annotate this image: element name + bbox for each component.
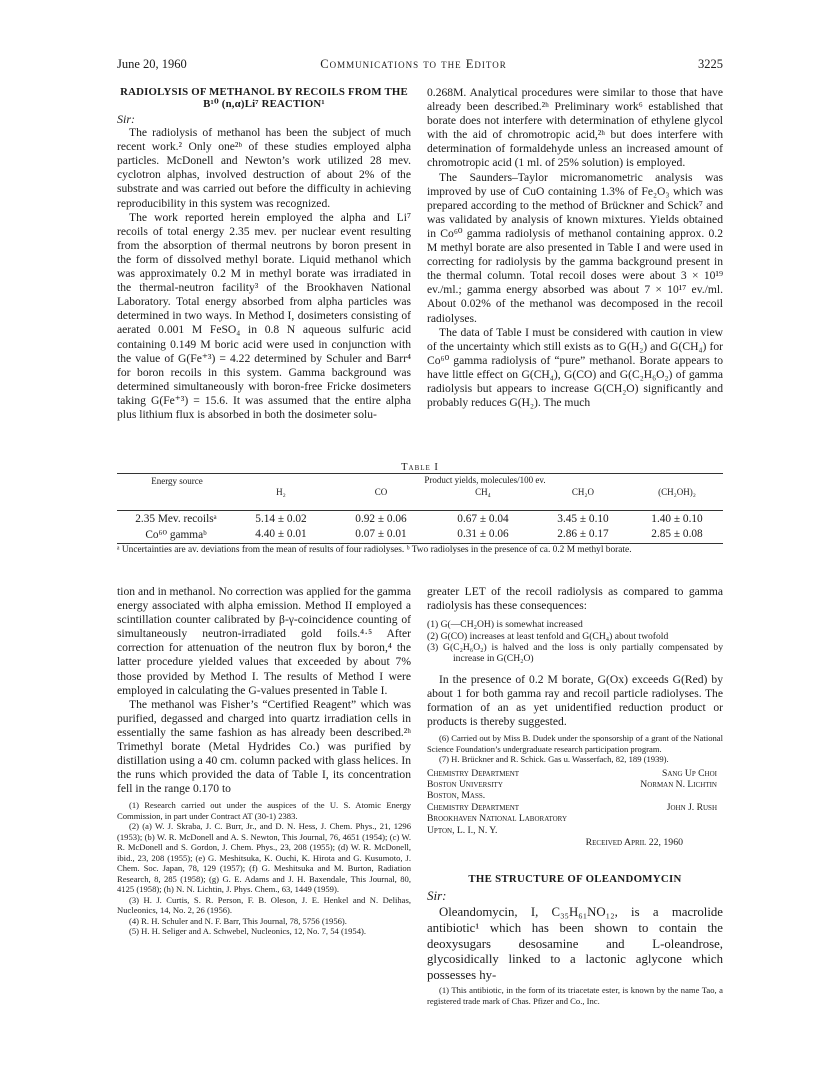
affiliation: Upton, L. I., N. Y.: [427, 824, 498, 836]
cell-value: 2.86 ± 0.17: [557, 528, 609, 540]
cell-value: 5.14 ± 0.02: [255, 513, 307, 525]
paragraph: The methanol was Fisher’s “Certified Reagent” which was purified, degassed and charged into quartz irradiation cells in essentially the same fashion as has already been described.²ʰ Trimethyl borate (Metal Hydrides Co.) was purified by distillation using a 40 cm. column packed with glass helices. In the runs which provided the data of Table I, its concentration fell in the range 0.170 to: [117, 697, 411, 796]
consequences-list: [427, 619, 723, 665]
list-item: (2) G(CO) increases at least tenfold and G(CH₄) about twofold: [427, 630, 669, 642]
paragraph: Oleandomycin, I, C₃₅H₆₁NO₁₂, is a macrolide antibiotic¹ which has been shown to contain the deoxysugars desosamine and L-oleandrose, glycosidically linked to a lactonic aglycone which possesses hy-: [427, 905, 723, 982]
header-page-number: 3225: [698, 57, 723, 71]
article-right-column-lower: [427, 585, 723, 1006]
paragraph: greater LET of the recoil radiolysis as compared to gamma radiolysis has these consequences:: [427, 585, 723, 613]
received-date: Received April 22, 1960: [585, 837, 683, 849]
table-footnote: ᵃ Uncertainties are av. deviations from the mean of results of four radiolyses. ᵇ Two radiolyses in the presence of ca. 0.2 M methyl borate.: [117, 543, 723, 556]
footnotes: [427, 985, 723, 1006]
table-row: [117, 528, 723, 543]
footnote: (2) (a) W. J. Skraba, J. C. Burr, Jr., and D. N. Hess, J. Chem. Phys., 21, 1296 (1953); (b) W. R. McDonell and A. S. Newton, This Journal, 76, 4651 (1954); (c) W. R. McDonell and S. Gordon, J. Chem. Phys., 23, 208 (1955); (d) W. R. McDonell, ibid., 23, 208 (1955); (e) G. Meshitsuka, K. Ouchi, K. Hirota and G. Kusumoto, J. Chem. Soc. Japan, 78, 129 (1957); (f) G. Meshitsuka and M. Burton, Radiation Research, 8, 285 (1958); (g) G. E. Adams and J. H. Baxendale, This Journal, 80, 4125 (1958); (h) N. N. Lichtin, J. Phys. Chem., 63, 1449 (1959).: [117, 821, 411, 895]
article-title-2: THE STRUCTURE OF OLEANDOMYCIN: [468, 873, 682, 886]
cell-value: 0.07 ± 0.01: [355, 528, 407, 540]
footnote: (3) H. J. Curtis, S. R. Person, F. B. Oleson, J. E. Henkel and N. Delihas, Nucleonics, 14, No. 2, 26 (1956).: [117, 894, 411, 916]
footnote: (4) R. H. Schuler and N. F. Barr, This Journal, 78, 5756 (1956).: [129, 915, 347, 926]
author-name: Norman N. Lichtin: [640, 779, 717, 791]
paragraph: The data of Table I must be considered with caution in view of the uncertainty which still exists as to G(H₂) and G(CH₄) for Co⁶⁰ gamma radiolysis of “pure” methanol. Borate appears to have little effect on G(CH₄), G(CO) and G(C₂H₆O₂) of gamma radiolysis but appears to increase G(CH₂O) significantly and probably reduces G(H₂). The much: [427, 325, 723, 410]
header-journal: Communications to the Editor: [320, 57, 507, 71]
table-header: [117, 473, 723, 511]
paragraph: The radiolysis of methanol has been the subject of much recent work.² Only one²ᵇ of these studies employed alpha particles. McDonell and Newton’s work utilized 28 mev. cyclotron alphas, involved destruction of about 2% of the substrate and was carried out before the difficulty in achieving reproducibility in this system was recognized.: [117, 126, 411, 210]
footnote: (1) This antibiotic, in the form of its triacetate ester, is known by the name Tao, a registered trade mark of Chas. Pfizer and Co., Inc.: [427, 985, 723, 1006]
table-title: Table I: [401, 462, 439, 473]
signature-block: [427, 768, 723, 836]
paragraph: The Saunders–Taylor micromanometric analysis was improved by use of CuO containing 1.3% of Fe₂O₃ which was prepared according to the method of Brückner and Schick⁷ and was validated by analysis of known mixtures. Yields obtained in Co⁶⁰ gamma radiolysis of methanol containing approx. 0.2 M methyl borate are also presented in Table I and were used in correcting for radiolysis by the gamma background present in the thermal column. Total recoil doses were about 3 × 10¹⁹ ev./ml.; gamma energy absorbed was about 7 × 10¹⁷ ev./ml. About 0.02% of the methanol was decomposed in the recoil radiolyses.: [427, 170, 723, 325]
header-energy-source: Energy source: [151, 476, 203, 486]
cell-value: 0.92 ± 0.06: [355, 513, 407, 525]
author-name: Sang Up Choi: [662, 767, 717, 779]
affiliation: Brookhaven National Laboratory: [427, 813, 568, 825]
header-co: CO: [374, 487, 388, 497]
affiliation: Chemistry Department: [427, 801, 520, 813]
affiliation: Boston, Mass.: [427, 790, 486, 802]
cell-value: 0.31 ± 0.06: [457, 528, 509, 540]
article-left-column: [117, 86, 411, 422]
footnotes: [117, 800, 411, 937]
affiliation: Boston University: [427, 779, 503, 791]
cell-value: 2.85 ± 0.08: [651, 528, 703, 540]
article-title: RADIOLYSIS OF METHANOL BY RECOILS FROM THE B¹⁰ (n,α)Li⁷ REACTION¹: [120, 86, 408, 110]
header-ch2o: CH₂O: [571, 487, 595, 497]
header-h2: H₂: [276, 487, 286, 497]
author-name: John J. Rush: [666, 801, 717, 813]
paragraph: 0.268M. Analytical procedures were similar to those that have already been described.²ʰ Preliminary work⁶ established that borate does not interfere with determination of ethylene glycol with the aid of chromotropic acid,²ʰ but does interfere with determination of formaldehyde unless an increased amount of chromotropic acid (1 ml. of 25% solution) is employed.: [427, 86, 723, 170]
paragraph: In the presence of 0.2 M borate, G(Ox) exceeds G(Red) by about 1 for both gamma ray and recoil particle radiolyses. The formation of an as yet unidentified reduction product or products is thereby suggested.: [427, 672, 723, 729]
affiliation: Chemistry Department: [427, 767, 520, 779]
footnote: (7) H. Brückner and R. Schick. Gas u. Wasserfach, 82, 189 (1939).: [439, 754, 669, 765]
cell-source: 2.35 Mev. recoilsᵃ: [135, 513, 217, 525]
cell-value: 4.40 ± 0.01: [255, 528, 307, 540]
footnotes: [427, 733, 723, 765]
cell-source: Co⁶⁰ gammaᵇ: [145, 529, 207, 541]
article-right-column: [427, 86, 723, 410]
article-left-column-lower: [117, 585, 411, 937]
paragraph: tion and in methanol. No correction was applied for the gamma energy associated with alpha emission. Method II employed a scintillation counter calibrated by β-γ-coincidence counting of simultaneously neutron-irradiated gold foils.⁴·⁵ After correction for attenuation of the neutron flux by boron,⁴ the latter procedure yielded values that exceeded by about 7% those provided by Method I. The results of Method I were employed in calculating the G-values presented in Table I.: [117, 585, 411, 697]
list-item: (1) G(—CH₂OH) is somewhat increased: [427, 619, 583, 631]
header-date: June 20, 1960: [117, 57, 187, 71]
salutation: Sir:: [117, 112, 135, 126]
list-item: (3) G(C₂H₆O₂) is halved and the loss is only partially compensated by increase in G(CH₂O): [427, 642, 723, 665]
footnote: (6) Carried out by Miss B. Dudek under the sponsorship of a grant of the National Science Foundation’s undergraduate research participation program.: [427, 733, 723, 754]
header-glycol: (CH₂OH)₂: [658, 487, 696, 497]
salutation: Sir:: [427, 888, 447, 904]
header-product-yields: Product yields, molecules/100 ev.: [424, 475, 546, 485]
cell-value: 1.40 ± 0.10: [651, 513, 703, 525]
header-ch4: CH₄: [475, 487, 491, 497]
cell-value: 3.45 ± 0.10: [557, 513, 609, 525]
footnote: (1) Research carried out under the auspices of the U. S. Atomic Energy Commission, in part under Contract AT (30-1) 2383.: [117, 800, 411, 821]
table-row: [117, 513, 723, 528]
table-1: [117, 462, 723, 556]
cell-value: 0.67 ± 0.04: [457, 513, 509, 525]
paragraph: The work reported herein employed the alpha and Li⁷ recoils of total energy 2.35 mev. per nuclear event resulting from the absorption of thermal neutrons by boron present in the form of dissolved methyl borate. Liquid methanol which was approximately 0.2 M in methyl borate was irradiated in the thermal-neutron facility³ of the Brookhaven National Laboratory. Total energy absorbed from alpha particles was determined in two ways. In Method I, dosimeters consisting of aerated 0.001 M FeSO₄ in 0.8 N aqueous sulfuric acid containing 0.149 M boric acid were used in conjunction with the value of G(Fe⁺³) = 4.22 determined by Schuler and Barr⁴ for boron recoils in this system. Gamma background was determined simultaneously with boron-free Fricke dosimeters taking G(Fe⁺³) = 15.6. It was assumed that the entire alpha plus lithium flux is absorbed in both the dosimeter solu-: [117, 210, 411, 421]
footnote: (5) H. H. Seliger and A. Schwebel, Nucleonics, 12, No. 7, 54 (1954).: [129, 926, 366, 937]
